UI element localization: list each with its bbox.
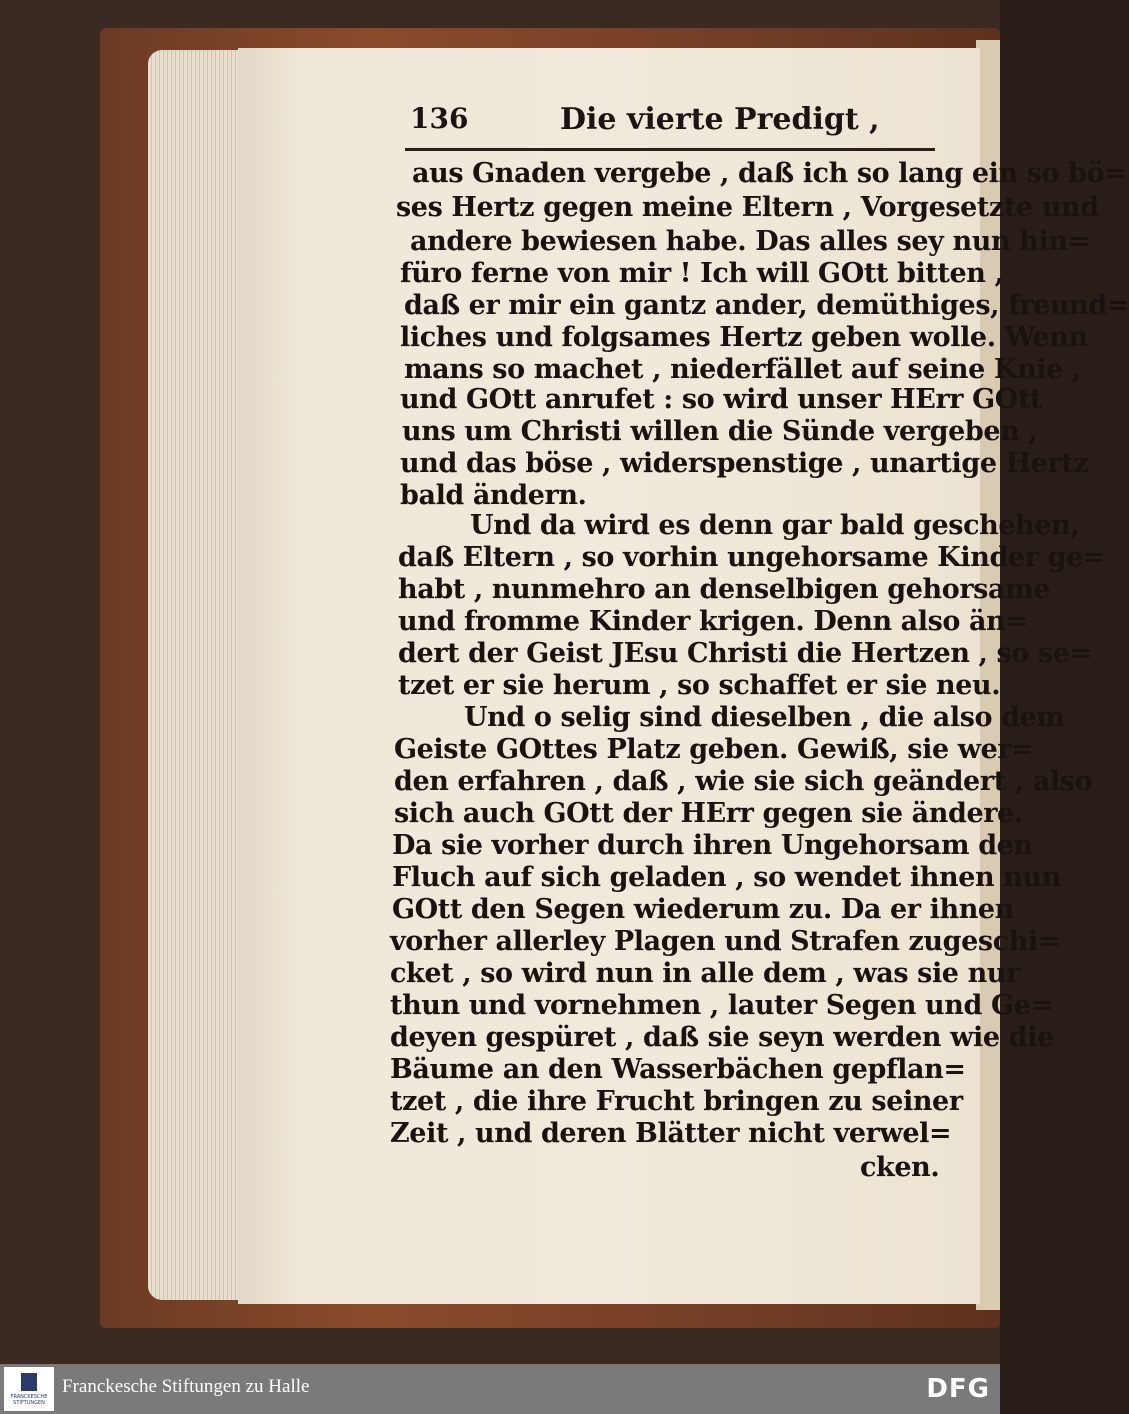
page-edges (148, 50, 248, 1300)
logo-text: FRANCKESCHE STIFTUNGEN (10, 1394, 48, 1406)
text-line: und GOtt anrufet : so wird unser HErr GOtt (400, 384, 1043, 415)
text-line: daß Eltern , so vorhin ungehorsame Kinder ge= (398, 542, 1106, 573)
text-line: uns um Christi willen die Sünde vergeben , (402, 416, 1038, 447)
text-line: GOtt den Segen wiederum zu. Da er ihnen (392, 894, 1014, 925)
page-header (410, 102, 940, 146)
text-line: sich auch GOtt der HErr gegen sie ändere. (394, 798, 1023, 829)
text-line: vorher allerley Plagen und Strafen zugeschi= (390, 926, 1061, 957)
dfg-logo[interactable]: DFG (926, 1374, 990, 1404)
text-line: cket , so wird nun in alle dem , was sie nur (390, 958, 1020, 989)
text-line: tzet , die ihre Frucht bringen zu seiner (390, 1086, 963, 1117)
text-line: andere bewiesen habe. Das alles sey nun hin= (410, 226, 1090, 257)
text-line: Da sie vorher durch ihren Ungehorsam den (392, 830, 1033, 861)
text-line: thun und vornehmen , lauter Segen und Ge= (390, 990, 1053, 1021)
text-line: habt , nunmehro an denselbigen gehorsame (398, 574, 1051, 605)
text-line: aus Gnaden vergebe , daß ich so lang ein so bö= (412, 158, 1127, 189)
text-line: Bäume an den Wasserbächen gepflan= (390, 1054, 966, 1085)
building-icon (21, 1373, 37, 1391)
text-line: füro ferne von mir ! Ich will GOtt bitten , (400, 258, 1004, 289)
running-head: Die vierte Predigt , (560, 102, 880, 137)
text-line: mans so machet , niederfället auf seine Knie , (404, 354, 1081, 385)
text-line: und das böse , widerspenstige , unartige Hertz (400, 448, 1089, 479)
text-line: dert der Geist JEsu Christi die Hertzen , so se= (398, 638, 1092, 669)
text-line: liches und folgsames Hertz geben wolle. Wenn (400, 322, 1088, 353)
text-line: Und da wird es denn gar bald geschehen, (470, 510, 1080, 541)
text-line: deyen gespüret , daß sie seyn werden wie die (390, 1022, 1054, 1053)
text-line: Geiste GOttes Platz geben. Gewiß, sie wer= (394, 734, 1034, 765)
institution-name: Franckesche Stiftungen zu Halle (62, 1376, 310, 1397)
text-line: den erfahren , daß , wie sie sich geändert , also (394, 766, 1093, 797)
text-line: daß er mir ein gantz ander, demüthiges, freund= (404, 290, 1129, 321)
text-line: cken. (860, 1152, 940, 1183)
text-line: ses Hertz gegen meine Eltern , Vorgesetzte und (396, 192, 1099, 223)
text-line: Fluch auf sich geladen , so wendet ihnen nun (392, 862, 1061, 893)
viewer-footer (0, 1364, 1000, 1414)
institution-logo[interactable] (4, 1367, 54, 1411)
text-line: und fromme Kinder krigen. Denn also än= (398, 606, 1028, 637)
page-number: 136 (410, 102, 469, 135)
header-rule (405, 148, 935, 151)
text-line: bald ändern. (400, 480, 587, 511)
text-line: Zeit , und deren Blätter nicht verwel= (390, 1118, 952, 1149)
text-line: tzet er sie herum , so schaffet er sie neu. (398, 670, 1001, 701)
text-line: Und o selig sind dieselben , die also dem (464, 702, 1065, 733)
